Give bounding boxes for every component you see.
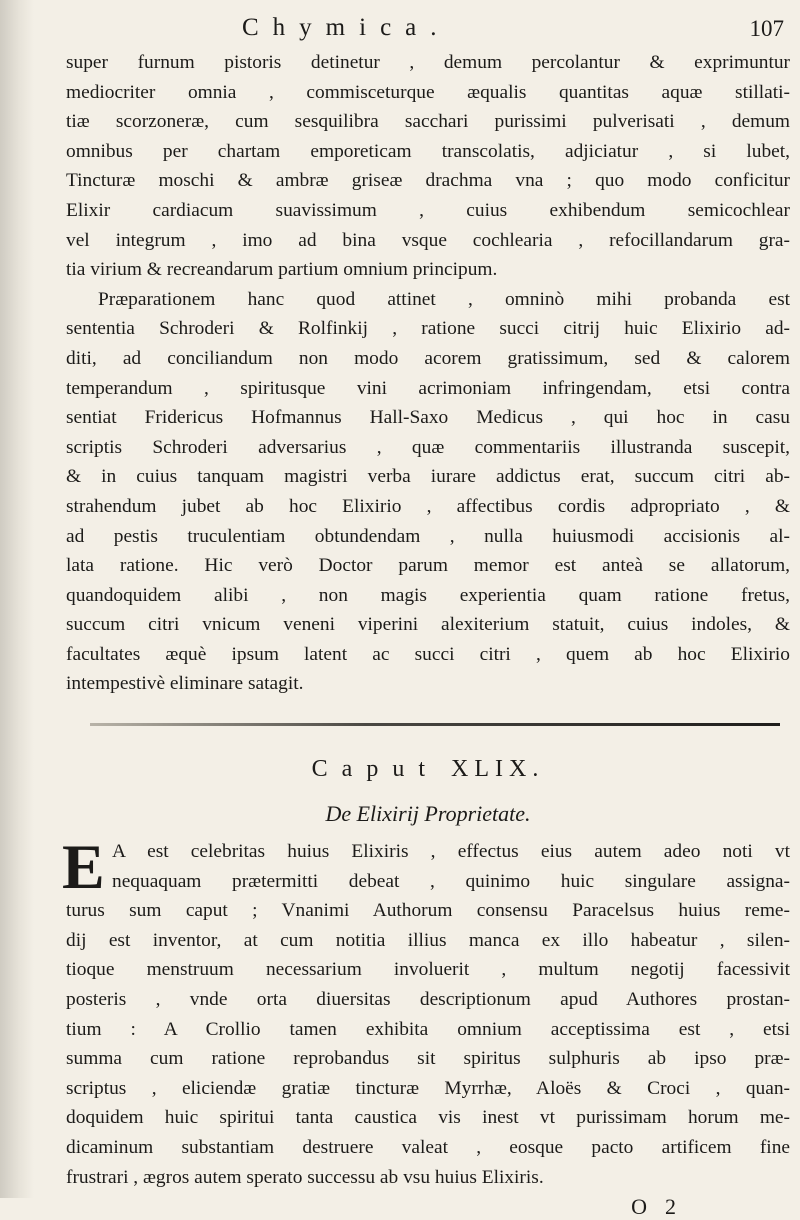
text-line: & in cuius tanquam magistri verba iurare addictus erat, succum citri ab-: [66, 466, 790, 488]
signature-number: 2: [665, 1194, 676, 1220]
text-line: intempestivè eliminare satagit.: [66, 673, 304, 695]
text-line: dij est inventor, at cum notitia illius manca ex illo habeatur , silen-: [66, 929, 790, 951]
text-line: succum citri vnicum veneni viperini alexiterium statuit, cuius indoles, &: [66, 614, 790, 636]
text-line: ad pestis truculentiam obtundendam , nulla huiusmodi accisionis al-: [66, 525, 790, 547]
text-line: Elixir cardiacum suavissimum , cuius exhibendum semicochlear: [66, 199, 790, 221]
text-line: turus sum caput ; Vnanimi Authorum consensu Paracelsus huius reme-: [66, 900, 790, 922]
paragraph-2: [66, 285, 790, 699]
text-line: A est celebritas huius Elixiris , effectus eius autem adeo noti vt: [112, 841, 790, 863]
text-line: facultates æquè ipsum latent ac succi citri , quem ab hoc Elixirio: [66, 643, 790, 665]
text-line: tium : A Crollio tamen exhibita omnium acceptissima est , etsi: [66, 1018, 790, 1040]
text-line: posteris , vnde orta diuersitas descriptionum apud Authores prostan-: [66, 989, 790, 1011]
text-line: dicaminum substantiam destruere valeat , eosque pacto artificem fine: [66, 1137, 790, 1158]
paragraph-1: [66, 48, 790, 285]
text-line: nequaquam prætermitti debeat , quinimo huic singulare assigna-: [112, 870, 790, 892]
text-line: Tincturæ moschi & ambræ griseæ drachma vna ; quo modo conficitur: [66, 170, 790, 192]
text-line: scriptis Schroderi adversarius , quæ commentariis illustranda suscepit,: [66, 436, 790, 458]
book-page: [62, 14, 790, 1220]
text-line: frustrari , ægros autem sperato successu ab vsu huius Elixiris.: [66, 1166, 544, 1188]
text-line: vel integrum , imo ad bina vsque cochlearia , refocillandarum gra-: [66, 229, 790, 251]
paragraph-3: [62, 831, 790, 1192]
text-line: tiæ scorzoneræ, cum sesquilibra sacchari purissimi pulverisati , demum: [66, 111, 790, 133]
text-line: tioque menstruum necessarium involuerit , multum negotij facessivit: [66, 959, 790, 981]
text-line: tia virium & recreandarum partium omnium principum.: [66, 259, 498, 281]
catchword: [66, 1194, 790, 1220]
signature-mark: O: [631, 1194, 647, 1220]
text-line: summa cum ratione reprobandus sit spiritus sulphuris ab ipso præ-: [66, 1048, 790, 1070]
chapter-label: Caput: [311, 756, 439, 783]
section-divider: [90, 723, 780, 726]
text-line: Præparationem hanc quod attinet , omninò mihi probanda est: [98, 288, 790, 310]
text-line: super furnum pistoris detinetur , demum percolantur & exprimuntur: [66, 52, 790, 73]
text-line: lata ratione. Hic verò Doctor parum memor est anteà se allatorum,: [66, 555, 790, 577]
running-head: [66, 14, 790, 48]
book-gutter: [0, 0, 34, 1198]
drop-cap: E: [62, 831, 105, 903]
running-head-title: Chymica.: [242, 14, 451, 41]
chapter-number: XLIX.: [451, 756, 545, 783]
text-line: strahendum jubet ab hoc Elixirio , affectibus cordis adpropriato , &: [66, 495, 790, 517]
text-line: sententia Schroderi & Rolfinkij , ratione succi citrij huic Elixirio ad-: [66, 318, 790, 340]
text-line: diti, ad conciliandum non modo acorem gratissimum, sed & calorem: [66, 347, 790, 369]
text-line: mediocriter omnia , commisceturque æqualis quantitas aquæ stillati-: [66, 81, 790, 103]
text-line: sentiat Fridericus Hofmannus Hall-Saxo Medicus , qui hoc in casu: [66, 407, 790, 429]
text-line: temperandum , spiritusque vini acrimoniam infringendam, etsi contra: [66, 377, 790, 399]
text-line: doquidem huic spiritui tanta caustica vis inest vt purissimam horum me-: [66, 1107, 790, 1129]
text-line: scriptus , eliciendæ gratiæ tincturæ Myrrhæ, Aloës & Croci , quan-: [66, 1077, 790, 1099]
text-line: quandoquidem alibi , non magis experientia quam ratione fretus,: [66, 584, 790, 606]
page-number: 107: [749, 16, 784, 41]
chapter-heading: [66, 756, 790, 783]
text-line: omnibus per chartam emporeticam transcolatis, adjiciatur , si lubet,: [66, 140, 790, 162]
chapter-subtitle: De Elixirij Proprietate.: [325, 801, 531, 827]
